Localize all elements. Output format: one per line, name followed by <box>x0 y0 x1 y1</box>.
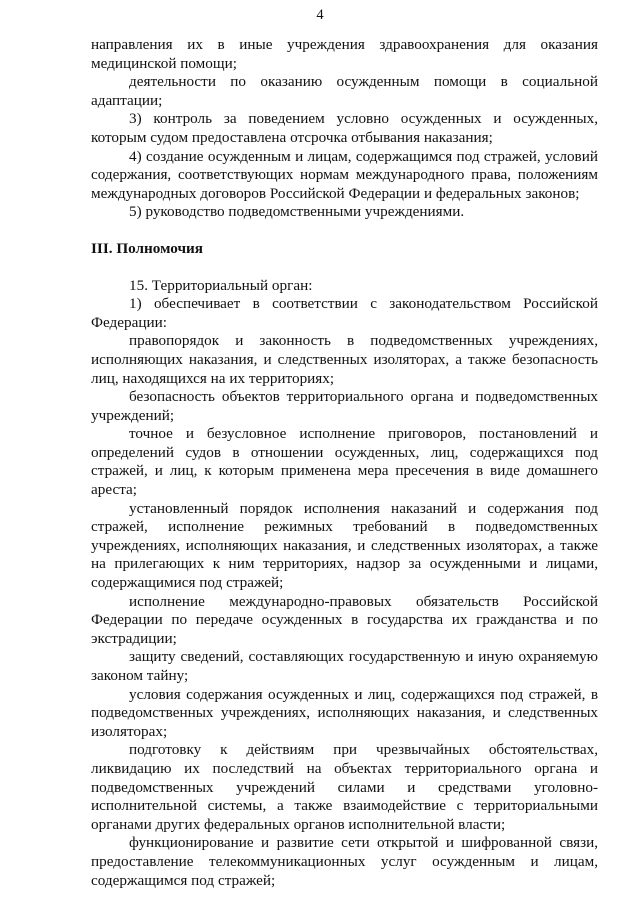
section-heading: III. Полномочия <box>91 239 203 257</box>
paragraph: 1) обеспечивает в соответствии с законодательством Российской Федерации: <box>91 295 598 331</box>
paragraph: функционирование и развитие сети открытой и шифрованной связи, предоставление телекоммуникационных услуг осужденным и лицам, содержащимся под стражей; <box>91 834 598 889</box>
paragraph: условия содержания осужденных и лиц, содержащихся под стражей, в подведомственных учреждениях, исполняющих наказания, и следственных изоляторах; <box>91 685 598 740</box>
paragraph: деятельности по оказанию осужденным помощи в социальной адаптации; <box>91 73 598 109</box>
paragraph: защиту сведений, составляющих государственную и иную охраняемую законом тайну; <box>91 648 598 684</box>
paragraph: исполнение международно-правовых обязательств Российской Федерации по передаче осужденных в государства их гражданства и по экстрадиции; <box>91 592 598 647</box>
paragraph: 15. Территориальный орган: <box>129 276 313 294</box>
paragraph: безопасность объектов территориального органа и подведомственных учреждений; <box>91 388 598 424</box>
paragraph: установленный порядок исполнения наказаний и содержания под стражей, исполнение режимных требований в подведомственных учреждениях, исполняющих наказания, и следственных изоляторах, а также на прилегающих к ним территориях, надзор за осужденными и лицами, содержащимися под стражей; <box>91 499 598 592</box>
paragraph: правопорядок и законность в подведомственных учреждениях, исполняющих наказания, и следственных изоляторах, а также безопасность лиц, находящихся на их территориях; <box>91 332 598 387</box>
paragraph: 3) контроль за поведением условно осужденных и осужденных, которым судом предоставлена отсрочка отбывания наказания; <box>91 110 598 146</box>
paragraph: направления их в иные учреждения здравоохранения для оказания медицинской помощи; <box>91 36 598 72</box>
document-body <box>91 36 598 890</box>
paragraph: точное и безусловное исполнение приговоров, постановлений и определений судов в отношении осужденных, лиц, содержащихся под стражей, и лиц, к которым применена мера пресечения в виде домашнего ареста; <box>91 425 598 499</box>
page-number: 4 <box>316 7 324 23</box>
paragraph: 5) руководство подведомственными учреждениями. <box>129 203 465 221</box>
paragraph: подготовку к действиям при чрезвычайных обстоятельствах, ликвидацию их последствий на объектах территориального органа и подведомственных учреждений силами и средствами уголовно-исполнительной системы, а также взаимодействие с территориальными органами других федеральных органов исполнительной власти; <box>91 741 598 833</box>
paragraph: 4) создание осужденным и лицам, содержащимся под стражей, условий содержания, соответствующих нормам международного права, положениям международных договоров Российской Федерации и федеральных законов; <box>91 147 598 202</box>
